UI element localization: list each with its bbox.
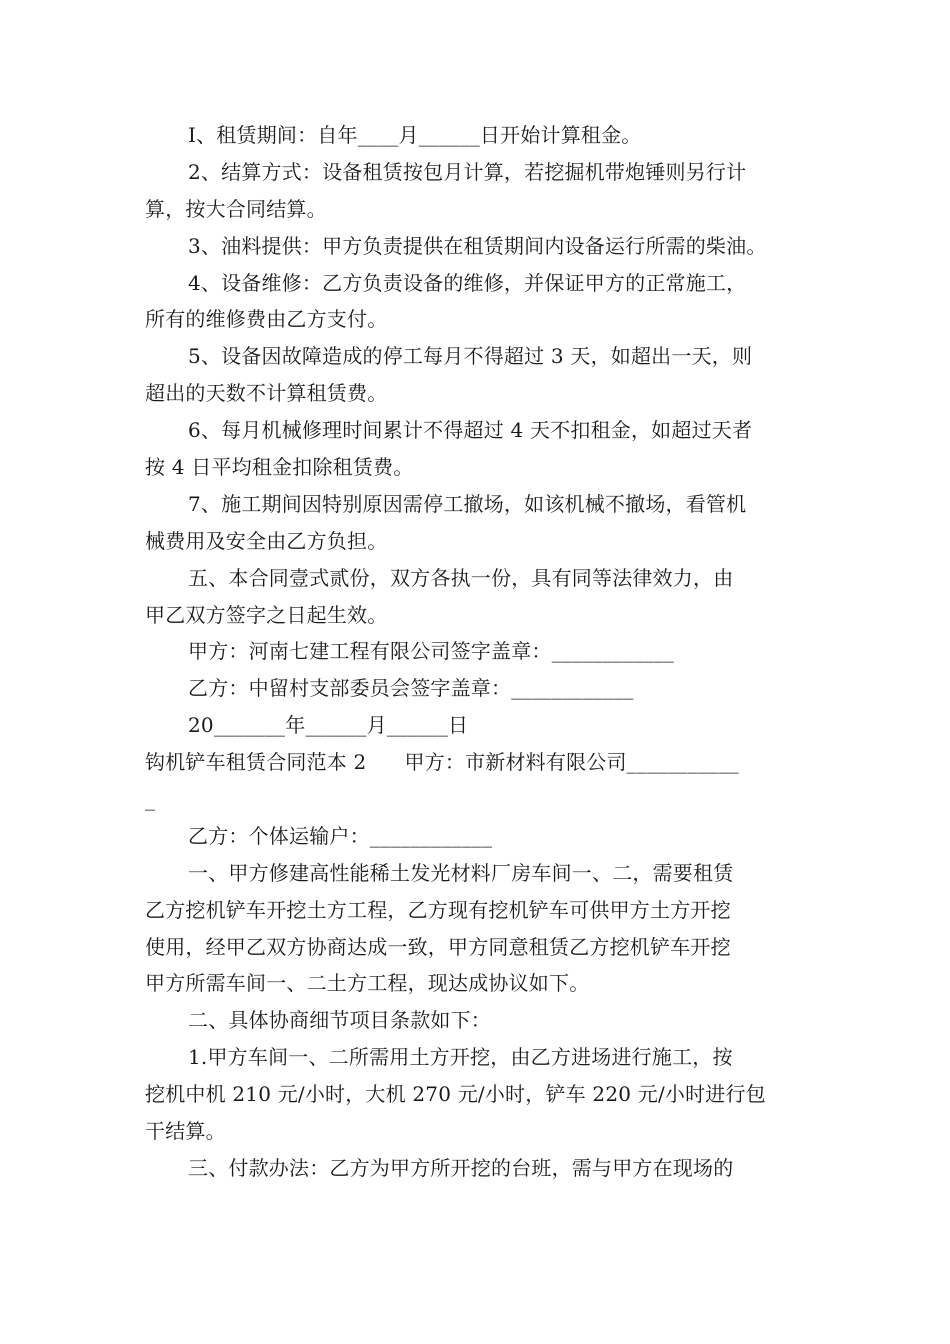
text-line: 乙方挖机铲车开挖土方工程，乙方现有挖机铲车可供甲方土方开挖	[145, 897, 731, 922]
text-line: 7、施工期间因特别原因需停工撤场，如该机械不撤场，看管机	[188, 491, 747, 516]
text-line: 5、设备因故障造成的停工每月不得超过 3 天，如超出一天，则	[188, 344, 753, 369]
text-line: 算，按大合同结算。	[145, 196, 327, 221]
text-line: 甲方：河南七建工程有限公司签字盖章：____________	[188, 639, 674, 664]
text-line: 挖机中机 210 元/小时，大机 270 元/小时，铲车 220 元/小时进行包	[145, 1082, 766, 1107]
text-line: 五、本合同壹式贰份，双方各执一份，具有同等法律效力，由	[188, 565, 734, 590]
contract-terms-block	[145, 117, 807, 744]
document-page	[145, 117, 807, 1187]
text-line: 3、油料提供：甲方负责提供在租赁期间内设备运行所需的柴油。	[188, 233, 767, 258]
text-line: 干结算。	[145, 1119, 226, 1144]
text-line: 乙方：中留村支部委员会签字盖章：____________	[188, 676, 634, 701]
contract-title: 钩机铲车租赁合同范本 2	[145, 750, 367, 775]
text-line: 械费用及安全由乙方负担。	[145, 528, 388, 553]
text-line: 一、甲方修建高性能稀土发光材料厂房车间一、二，需要租赁	[188, 860, 734, 885]
text-line: 按 4 日平均租金扣除租赁费。	[145, 455, 414, 480]
contract-title-line	[145, 744, 807, 781]
text-line: 甲乙双方签字之日起生效。	[145, 602, 388, 627]
text-line: 使用，经甲乙双方协商达成一致，甲方同意租赁乙方挖机铲车开挖	[145, 934, 731, 959]
text-line: 1.甲方车间一、二所需用土方开挖，由乙方进场进行施工，按	[188, 1045, 733, 1070]
text-line: 6、每月机械修理时间累计不得超过 4 天不扣租金，如超过天者	[188, 418, 753, 443]
text-line: _	[145, 787, 156, 812]
text-line: 4、设备维修：乙方负责设备的维修，并保证甲方的正常施工，	[188, 270, 747, 295]
text-line: 所有的维修费由乙方支付。	[145, 307, 388, 332]
text-line: 二、具体协商细节项目条款如下：	[188, 1008, 491, 1033]
text-line: 超出的天数不计算租赁费。	[145, 381, 388, 406]
text-line: 20_______年______月______日	[188, 713, 469, 738]
text-line: I、租赁期间：自年____月______日开始计算租金。	[188, 123, 642, 147]
text-line: 2、结算方式：设备租赁按包月计算，若挖掘机带炮锤则另行计	[188, 159, 747, 184]
text-line: 三、付款办法：乙方为甲方所开挖的台班，需与甲方在现场的	[188, 1155, 734, 1180]
contract-body-block	[145, 781, 807, 1187]
text-line: 甲方所需车间一、二土方工程，现达成协议如下。	[145, 971, 590, 996]
party-a-line: 甲方：市新材料有限公司___________	[404, 750, 739, 775]
text-line: 乙方：个体运输户：____________	[188, 823, 493, 848]
